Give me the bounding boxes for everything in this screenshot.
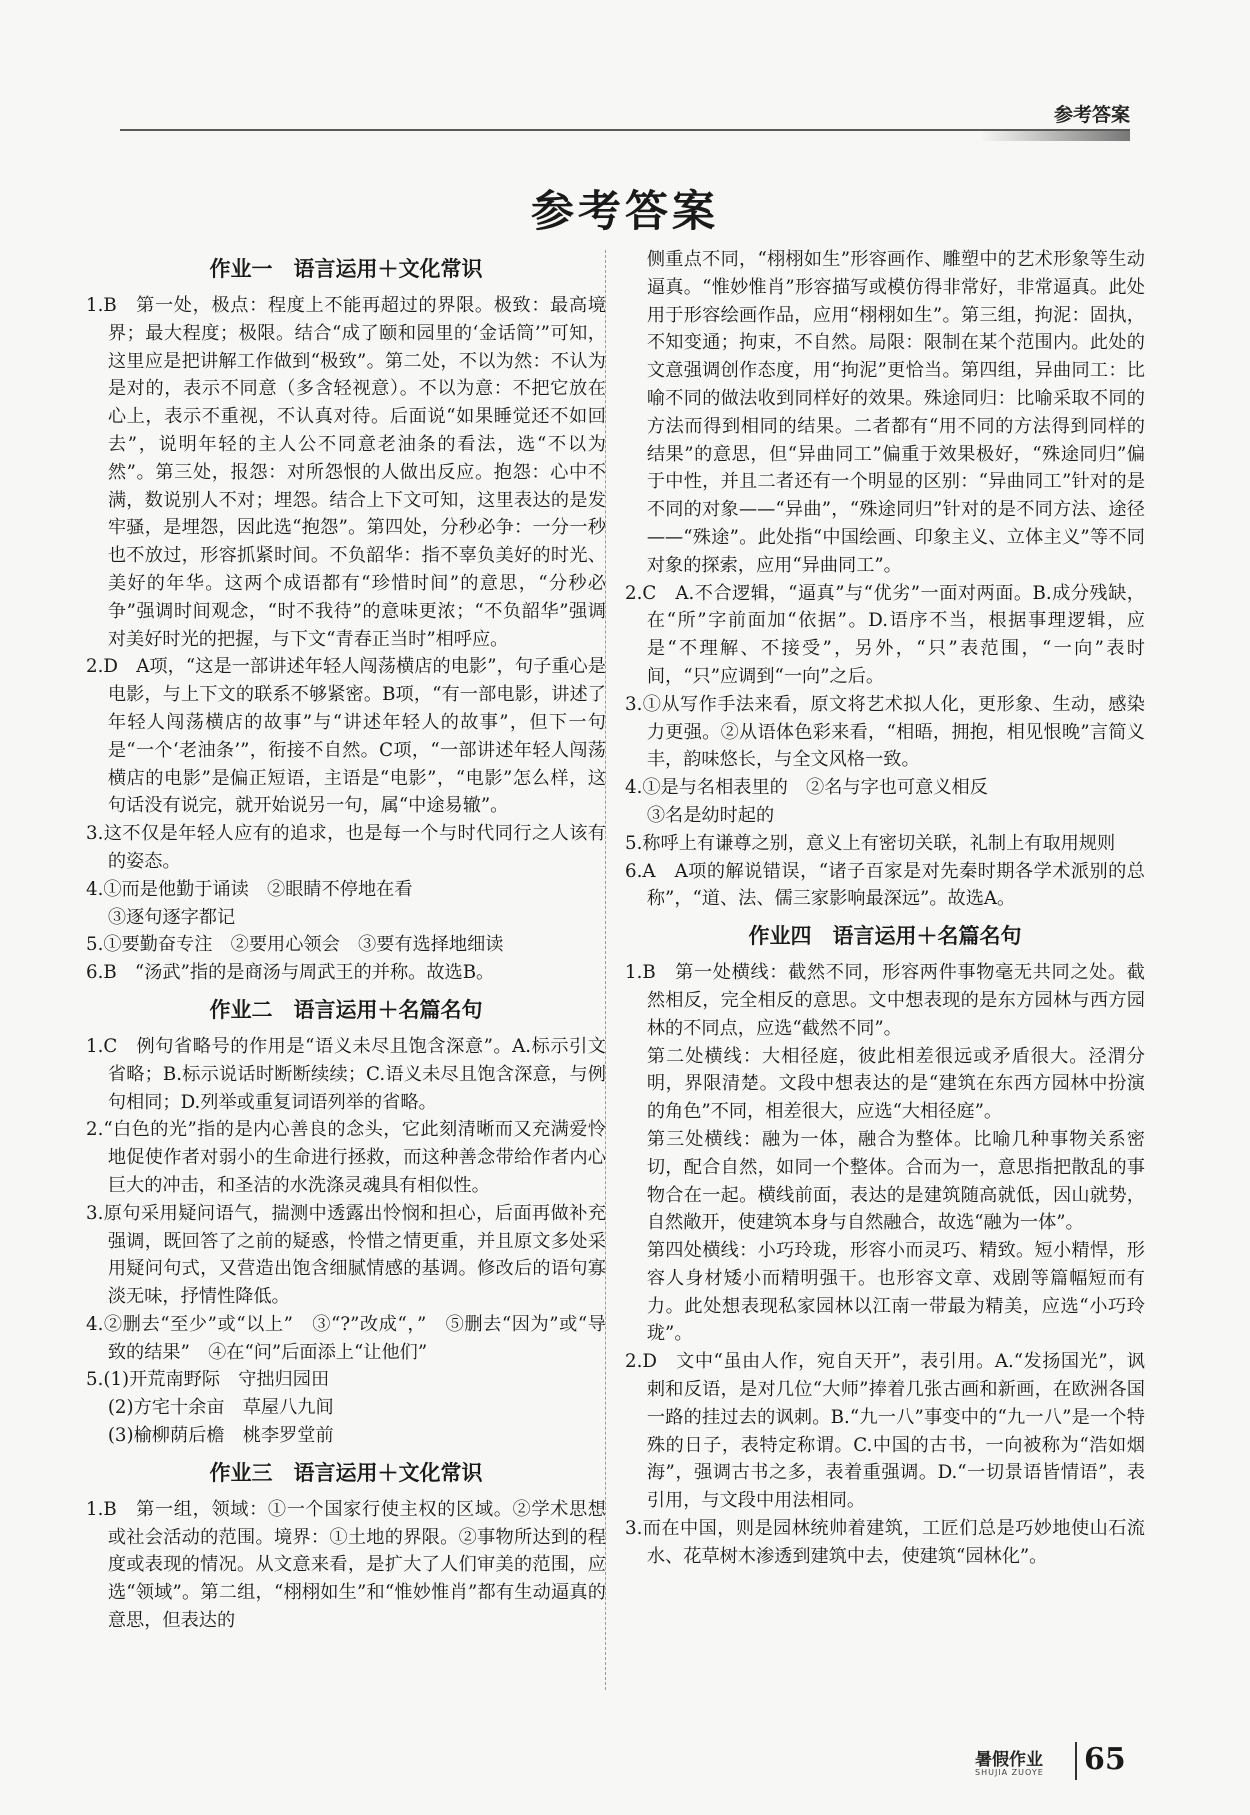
footer-label: 暑假作业 <box>975 1750 1043 1770</box>
answer-3-6: 6.A A项的解说错误，“诸子百家是对先秦时期各学术派别的总称”，“道、法、儒三家影响最深远”。故选A。 <box>625 860 1145 910</box>
answer-2-3: 3.原句采用疑问语气，揣测中透露出怜悯和担心，后面再做补充强调，既回答了之前的疑惑，怜惜之情更重，并且原文多处采用疑问句式，又营造出饱含细腻情感的基调。修改后的语句寡淡无味，抒情性降低。 <box>86 1202 606 1308</box>
left-column <box>86 252 606 1635</box>
answer-1-4-cont: ③逐句逐字都记 <box>107 906 236 928</box>
answer-2-1: 1.C 例句省略号的作用是“语义未尽且饱含深意”。A.标示引文省略；B.标示说话时断断续续；C.语义未尽且饱含深意，与例句相同；D.列举或重复词语列举的省略。 <box>86 1035 606 1113</box>
answer-4-3: 3.而在中国，则是园林统帅着建筑，工匠们总是巧妙地使山石流水、花草树木渗透到建筑中去，使建筑“园林化”。 <box>625 1518 1145 1567</box>
answer-1-5: 5.①要勤奋专注 ②要用心领会 ③要有选择地细读 <box>86 934 504 956</box>
answer-2-4: 4.②删去“至少”或“以上” ③“?”改成“，” ⑤删去“因为”或“导致的结果” ④在“问”后面添上“让他们” <box>86 1313 606 1363</box>
answer-2-5-3: (3)榆柳荫后檐 桃李罗堂前 <box>107 1425 334 1447</box>
answer-3-4: 4.①是与名相表里的 ②名与字也可意义相反 <box>625 777 988 799</box>
answer-3-2: 2.C A.不合逻辑，“逼真”与“优劣”一面对两面。B.成分残缺，在“所”字前面加“依据”。D.语序不当，根据事理逻辑，应是“不理解、不接受”，另外，“只”表范围，“一向”表时间，“只”应调到“一向”之后。 <box>625 582 1145 687</box>
page-title: 参考答案 <box>531 187 719 237</box>
answer-2-2: 2.“白色的光”指的是内心善良的念头，它此刻清晰而又充满爱怜地促使作者对弱小的生命进行拯救，而这种善念带给作者内心巨大的冲击，和圣洁的水洗涤灵魂具有相似性。 <box>86 1119 606 1196</box>
page-number: 65 <box>1084 1742 1126 1777</box>
answer-3-1-cont: 侧重点不同，“栩栩如生”形容画作、雕塑中的艺术形象等生动逼真。“惟妙惟肖”形容描写或模仿得非常好，非常逼真。此处用于形容绘画作品，应用“栩栩如生”。第三组，拘泥：固执，不知变通；拘束，不自然。局限：限制在某个范围内。此处的文意强调创作态度，用“拘泥”更恰当。第四组，异曲同工：比喻不同的做法收到同样好的效果。殊途同归：比喻采取不同的方法而得到相同的结果。二者都有“用不同的方法得到同样的结果”的意思，但“异曲同工”偏重于效果极好，“殊途同归”偏于中性，并且二者还有一个明显的区别：“异曲同工”针对的是不同的对象——“异曲”，“殊途同归”针对的是不同方法、途径——“殊途”。此处指“中国绘画、印象主义、立体主义”等不同对象的探索，应用“异曲同工”。 <box>646 249 1145 576</box>
answer-4-1-d: 第四处横线：小巧玲珑，形容小而灵巧、精致。短小精悍，形容人身材矮小而精明强干。也形容文章、戏剧等篇幅短而有力。此处想表现私家园林以江南一带最为精美，应选“小巧玲珑”。 <box>646 1240 1145 1345</box>
section-title-4: 作业四 语言运用＋名篇名句 <box>748 924 1022 949</box>
answer-1-1: 1.B 第一处，极点：程度上不能再超过的界限。极致：最高境界；最大程度；极限。结合“成了颐和园里的‘金话筒’”可知，这里应是把讲解工作做到“极致”。第二处，不以为然：不认为是对的，表示不同意（多含轻视意）。不以为意：不把它放在心上，表示不重视，不认真对待。后面说“如果睡觉还不如回去”，说明年轻的主人公不同意老油条的看法，选“不以为然”。第三处，报怨：对所怨恨的人做出反应。抱怨：心中不满，数说别人不对；埋怨。结合上下文可知，这里表达的是发牢骚，是埋怨，因此选“抱怨”。第四处，分秒必争：一分一秒也不放过，形容抓紧时间。不负韶华：指不辜负美好的时光、美好的年华。这两个成语都有“珍惜时间”的意思，“分秒必争”强调时间观念，“时不我待”的意味更浓；“不负韶华”强调对美好时光的把握，与下文“青春正当时”相呼应。 <box>86 295 606 650</box>
footer-separator <box>1075 1742 1077 1780</box>
answer-3-4-cont: ③名是幼时起的 <box>646 804 775 826</box>
header-bar <box>980 131 1130 141</box>
answer-1-2: 2.D A项，“这是一部讲述年轻人闯荡横店的电影”，句子重心是电影，与上下文的联系不够紧密。B项，“有一部电影，讲述了年轻人闯荡横店的故事”与“讲述年轻人的故事”，但下一句是“一个‘老油条’”，衔接不自然。C项，“一部讲述年轻人闯荡横店的电影”是偏正短语，主语是“电影”，“电影”怎么样，这句话没有说完，就开始说另一句，属“中途易辙”。 <box>86 656 606 817</box>
right-column <box>625 246 1145 1571</box>
answer-4-2: 2.D 文中“虽由人作，宛自天开”，表引用。A.“发扬国光”，讽刺和反语，是对几位“大师”捧着几张古画和新画，在欧洲各国一路的挂过去的讽刺。B.“九一八”事变中的“九一八”是一个特殊的日子，表特定称谓。C.中国的古书，一向被称为“浩如烟海”，强调古书之多，表着重强调。D.“一切景语皆情语”，表引用，与文段中用法相同。 <box>625 1351 1145 1512</box>
answer-4-1-c: 第三处横线：融为一体，融合为整体。比喻几种事物关系密切，配合自然，如同一个整体。合而为一，意思指把散乱的事物合在一起。横线前面，表达的是建筑随高就低，因山就势，自然敞开，使建筑本身与自然融合，故选“融为一体”。 <box>646 1128 1145 1234</box>
answer-3-1: 1.B 第一组，领域：①一个国家行使主权的区域。②学术思想或社会活动的范围。境界：①土地的界限。②事物所达到的程度或表现的情况。从文意来看，是扩大了人们审美的范围，应选“领域”。第二组，“栩栩如生”和“惟妙惟肖”都有生动逼真的意思，但表达的 <box>86 1498 606 1632</box>
answer-1-4: 4.①而是他勤于诵读 ②眼睛不停地在看 <box>86 878 413 900</box>
answer-4-1: 1.B 第一处横线：截然不同，形容两件事物毫无共同之处。截然相反，完全相反的意思。文中想表现的是东方园林与西方园林的不同点，应选“截然不同”。 <box>625 962 1145 1039</box>
answer-2-5-2: (2)方宅十余亩 草屋八九间 <box>107 1397 334 1419</box>
answer-4-1-b: 第二处横线：大相径庭，彼此相差很远或矛盾很大。泾渭分明，界限清楚。文段中想表达的是“建筑在东西方园林中扮演的角色”不同，相差很大，应选“大相径庭”。 <box>646 1045 1145 1123</box>
answer-2-5: 5.(1)开荒南野际 守拙归园田 <box>86 1369 330 1391</box>
answer-3-5: 5.称呼上有谦尊之别，意义上有密切关联，礼制上有取用规则 <box>625 832 1116 854</box>
answer-1-6: 6.B “汤武”指的是商汤与周武王的并称。故选B。 <box>86 962 495 984</box>
section-title-1: 作业一 语言运用＋文化常识 <box>209 257 483 281</box>
section-title-2: 作业二 语言运用＋名篇名句 <box>209 997 483 1022</box>
answer-1-3: 3.这不仅是年轻人应有的追求，也是每一个与时代同行之人该有的姿态。 <box>86 823 606 872</box>
answer-3-3: 3.①从写作手法来看，原文将艺术拟人化，更形象、生动，感染力更强。②从语体色彩来看，“相晤，拥抱，相见恨晚”言简义丰，韵味悠长，与全文风格一致。 <box>625 693 1145 771</box>
header-rule <box>120 129 1130 131</box>
header-label: 参考答案 <box>1053 104 1130 126</box>
section-title-3: 作业三 语言运用＋文化常识 <box>209 1460 483 1485</box>
footer-sub: SHUJIA ZUOYE <box>975 1768 1044 1777</box>
